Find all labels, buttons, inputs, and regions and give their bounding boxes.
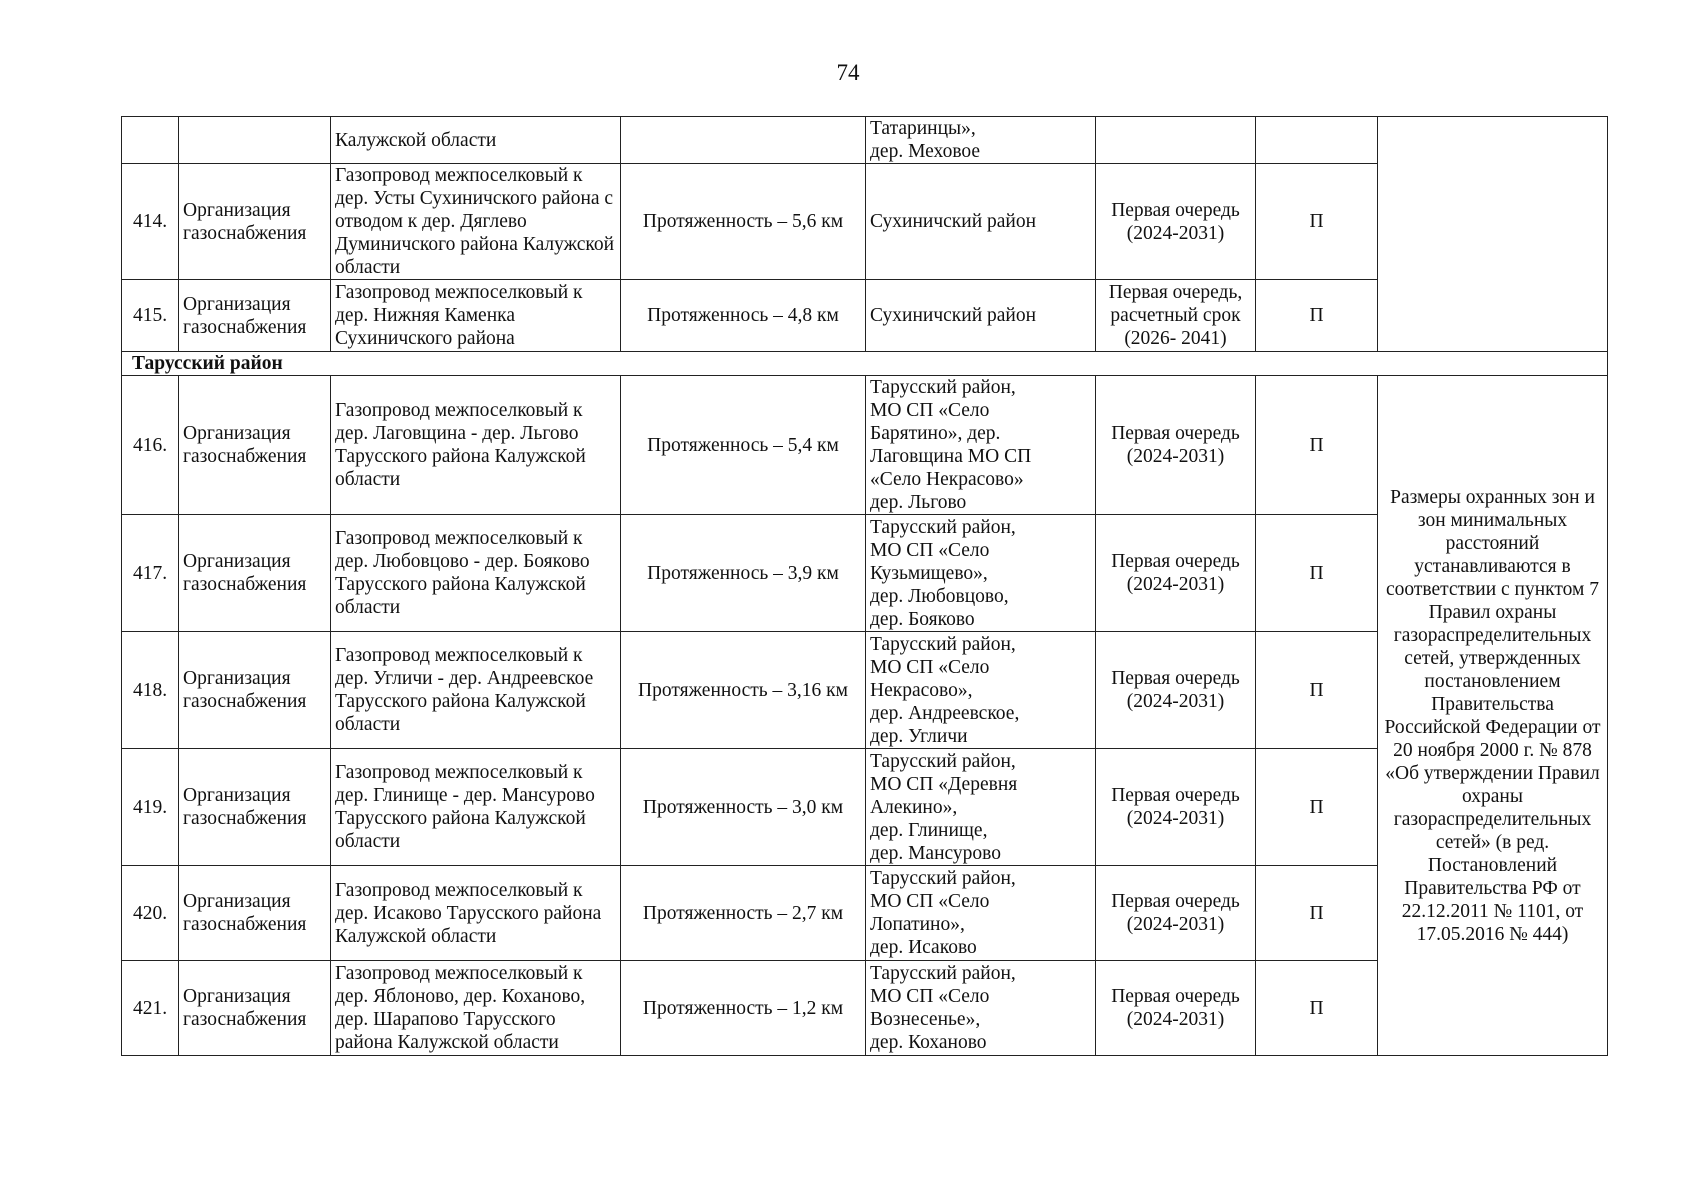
location-cell: Тарусский район, МО СП «Деревня Алекино», дер. Глинище, дер. Мансурово [866, 749, 1096, 866]
num-cell: 421. [122, 961, 179, 1056]
status-cell: П [1256, 164, 1378, 280]
status-cell [1256, 117, 1378, 164]
object-cell: Газопровод межпоселковый к дер. Усты Сухиничского района с отводом к дер. Дяглево Думиничского района Калужской области [331, 164, 621, 280]
object-cell: Газопровод межпоселковый к дер. Лаговщина - дер. Льгово Тарусского района Калужской области [331, 376, 621, 515]
length-cell: Протяженнось – 3,9 км [621, 515, 866, 632]
status-cell: П [1256, 515, 1378, 632]
kind-cell: Организация газоснабжения [179, 866, 331, 961]
length-cell: Протяженность – 5,6 км [621, 164, 866, 280]
kind-cell: Организация газоснабжения [179, 515, 331, 632]
location-cell: Тарусский район, МО СП «Село Некрасово», дер. Андреевское, дер. Угличи [866, 632, 1096, 749]
status-cell: П [1256, 961, 1378, 1056]
status-cell: П [1256, 280, 1378, 352]
stage-cell: Первая очередь (2024-2031) [1096, 376, 1256, 515]
location-cell: Тарусский район, МО СП «Село Вознесенье», дер. Коханово [866, 961, 1096, 1056]
object-cell: Калужской области [331, 117, 621, 164]
table-row-continuation [122, 117, 1608, 164]
stage-cell: Первая очередь (2024-2031) [1096, 515, 1256, 632]
status-cell: П [1256, 866, 1378, 961]
objects-table [121, 116, 1608, 1056]
kind-cell: Организация газоснабжения [179, 632, 331, 749]
section-title: Тарусский район [122, 352, 1608, 376]
stage-cell: Первая очередь (2024-2031) [1096, 164, 1256, 280]
kind-cell: Организация газоснабжения [179, 164, 331, 280]
object-cell: Газопровод межпоселковый к дер. Глинище - дер. Мансурово Тарусского района Калужской области [331, 749, 621, 866]
num-cell [122, 117, 179, 164]
length-cell: Протяженность – 1,2 км [621, 961, 866, 1056]
status-cell: П [1256, 749, 1378, 866]
kind-cell: Организация газоснабжения [179, 961, 331, 1056]
location-cell: Татаринцы», дер. Меховое [866, 117, 1096, 164]
length-cell: Протяженнось – 4,8 км [621, 280, 866, 352]
location-cell: Сухиничский район [866, 280, 1096, 352]
length-cell: Протяженность – 3,16 км [621, 632, 866, 749]
length-cell [621, 117, 866, 164]
stage-cell: Первая очередь (2024-2031) [1096, 961, 1256, 1056]
length-cell: Протяженнось – 5,4 км [621, 376, 866, 515]
num-cell: 415. [122, 280, 179, 352]
stage-cell: Первая очередь (2024-2031) [1096, 632, 1256, 749]
stage-cell: Первая очередь (2024-2031) [1096, 866, 1256, 961]
stage-cell: Первая очередь (2024-2031) [1096, 749, 1256, 866]
length-cell: Протяженность – 3,0 км [621, 749, 866, 866]
object-cell: Газопровод межпоселковый к дер. Нижняя Каменка Сухиничского района [331, 280, 621, 352]
num-cell: 420. [122, 866, 179, 961]
num-cell: 416. [122, 376, 179, 515]
location-cell: Тарусский район, МО СП «Село Кузьмищево», дер. Любовцово, дер. Бояково [866, 515, 1096, 632]
status-cell: П [1256, 376, 1378, 515]
num-cell: 417. [122, 515, 179, 632]
kind-cell [179, 117, 331, 164]
note-cell: Размеры охранных зон и зон минимальных расстояний устанавливаются в соответствии с пунктом 7 Правил охраны газораспределительных сетей, утвержденных постановлением Правительства Российской Федерации от 20 ноября 2000 г. № 878 «Об утверждении Правил охраны газораспределительных сетей» (в ред. Постановлений Правительства РФ от 22.12.2011 № 1101, от 17.05.2016 № 444) [1378, 376, 1608, 1056]
note-cell-top [1378, 117, 1608, 352]
object-cell: Газопровод межпоселковый к дер. Исаково Тарусского района Калужской области [331, 866, 621, 961]
section-row [122, 352, 1608, 376]
kind-cell: Организация газоснабжения [179, 376, 331, 515]
status-cell: П [1256, 632, 1378, 749]
table-row [122, 376, 1608, 515]
stage-cell: Первая очередь, расчетный срок (2026- 2041) [1096, 280, 1256, 352]
stage-cell [1096, 117, 1256, 164]
location-cell: Тарусский район, МО СП «Село Барятино», дер. Лаговщина МО СП «Село Некрасово» дер. Льгово [866, 376, 1096, 515]
num-cell: 418. [122, 632, 179, 749]
page-number: 74 [836, 60, 860, 85]
length-cell: Протяженность – 2,7 км [621, 866, 866, 961]
location-cell: Сухиничский район [866, 164, 1096, 280]
object-cell: Газопровод межпоселковый к дер. Яблоново, дер. Коханово, дер. Шарапово Тарусского района Калужской области [331, 961, 621, 1056]
object-cell: Газопровод межпоселковый к дер. Любовцово - дер. Бояково Тарусского района Калужской области [331, 515, 621, 632]
num-cell: 414. [122, 164, 179, 280]
location-cell: Тарусский район, МО СП «Село Лопатино», дер. Исаково [866, 866, 1096, 961]
object-cell: Газопровод межпоселковый к дер. Угличи - дер. Андреевское Тарусского района Калужской области [331, 632, 621, 749]
num-cell: 419. [122, 749, 179, 866]
kind-cell: Организация газоснабжения [179, 749, 331, 866]
kind-cell: Организация газоснабжения [179, 280, 331, 352]
